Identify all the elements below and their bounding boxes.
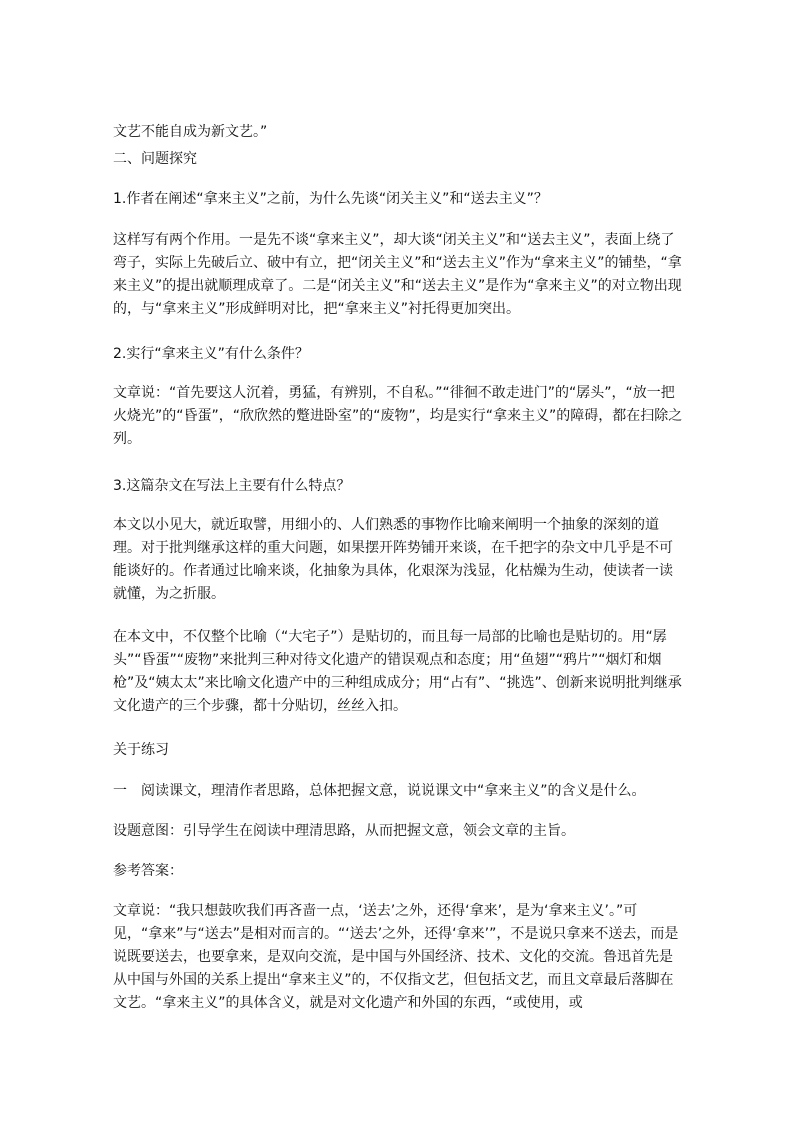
reference-answer-label: 参考答案：: [113, 863, 183, 879]
paragraph-intro: 文艺不能自成为新文艺。”: [113, 124, 268, 140]
answer-3-part-2: 在本文中，不仅整个比喻（“大宅子”）是贴切的，而且每一局部的比喻也是贴切的。用“孱头”“昏蛋”“废物”来批判三种对待文化遗产的错误观点和态度；用“鱼翅”“鸦片”“烟灯和烟枪”及“姨太太”来比喻文化遗产中的三种组成成分；用“占有”、“挑选”、创新来说明批判继承文化遗产的三个步骤，都十分贴切，丝丝入扣。: [113, 629, 682, 714]
section-heading-exercises: 关于练习: [113, 742, 169, 758]
exercise-1: 一 阅读课文，理清作者思路，总体把握文意，说说课文中“拿来主义”的含义是什么。: [113, 783, 646, 799]
question-2: 2.实行“拿来主义”有什么条件？: [113, 346, 309, 362]
reference-answer: 文章说：“我只想鼓吹我们再吝啬一点，‘送去’之外，还得‘拿来’，是为‘拿来主义’。”可见，“拿来”与“送去”是相对而言的。“‘送去’之外，还得‘拿来’”，不是说只拿来不送去，而是说既要送去，也要拿来，是双向交流，是中国与外国经济、技术、文化的交流。鲁迅首先是从中国与外国的关系上提出“拿来主义”的，不仅指文艺，但包括文艺，而且文章最后落脚在文艺。“拿来主义”的具体含义，就是对文化遗产和外国的东西，“或使用，或: [113, 903, 679, 1011]
answer-3-part-1: 本文以小见大，就近取譬，用细小的、人们熟悉的事物作比喻来阐明一个抽象的深刻的道理。对于批判继承这样的重大问题，如果摆开阵势铺开来谈，在千把字的杂文中几乎是不可能谈好的。作者通过比喻来谈，化抽象为具体，化艰深为浅显，化枯燥为生动，使读者一读就懂，为之折服。: [113, 517, 673, 602]
question-1: 1.作者在阐述“拿来主义”之前，为什么先谈“闭关主义”和“送去主义”？: [113, 191, 548, 207]
design-intent: 设题意图：引导学生在阅读中理清思路，从而把握文意，领会文章的主旨。: [113, 823, 575, 839]
section-heading-questions: 二、问题探究: [113, 151, 197, 167]
answer-1: 这样写有两个作用。一是先不谈“拿来主义”，却大谈“闭关主义”和“送去主义”，表面上绕了弯子，实际上先破后立、破中有立，把“闭关主义”和“送去主义”作为“拿来主义”的铺垫，“拿来主义”的提出就顺理成章了。二是“闭关主义”和“送去主义”是作为“拿来主义”的对立物出现的，与“拿来主义”形成鲜明对比，把“拿来主义”衬托得更加突出。: [113, 232, 682, 317]
answer-2: 文章说：“首先要这人沉着，勇猛，有辨别，不自私。”“徘徊不敢走进门”的“孱头”，“放一把火烧光”的“昏蛋”，“欣欣然的蹩进卧室”的“废物”，均是实行“拿来主义”的障碍，都在扫除之列。: [113, 385, 683, 447]
question-3: 3.这篇杂文在写法上主要有什么特点？: [113, 478, 351, 494]
